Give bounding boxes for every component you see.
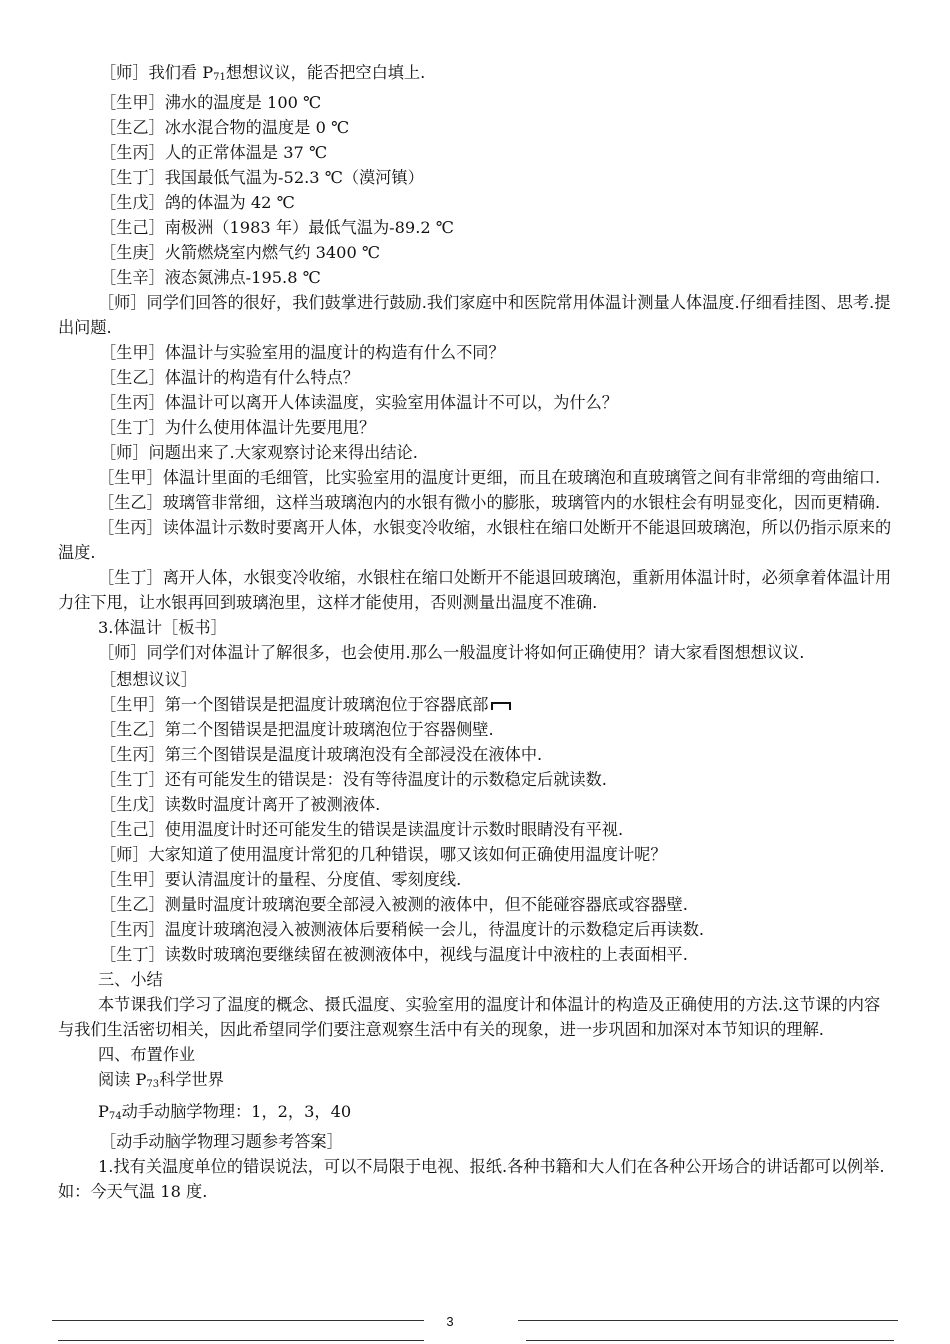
paragraph: ［生丙］人的正常体温是 37 ℃ — [100, 143, 328, 162]
paragraph: ［生乙］玻璃管非常细，这样当玻璃泡内的水银有微小的膨胀，玻璃管内的水银柱会有明显变化，因而更精确. — [98, 493, 881, 512]
footer-line-right-top — [518, 1320, 898, 1321]
paragraph: ［生丁］读数时玻璃泡要继续留在被测液体中，视线与温度计中液柱的上表面相平. — [100, 945, 688, 964]
paragraph: 1.找有关温度单位的错误说法，可以不局限于电视、报纸.各种书籍和大人们在各种公开场合的讲话都可以例举.如：今天气温 18 度. — [58, 1157, 885, 1201]
paragraph: ［生丙］体温计可以离开人体读温度，实验室用体温计不可以，为什么？ — [100, 393, 618, 412]
text: ［生甲］第一个图错误是把温度计玻璃泡位于容器底部 — [100, 695, 489, 714]
paragraph: ［生戊］鸽的体温为 42 ℃ — [100, 193, 295, 212]
cursor-mark-icon — [491, 702, 511, 710]
paragraph: ［生丙］第三个图错误是温度计玻璃泡没有全部浸没在液体中. — [100, 745, 543, 764]
text: ［师］我们看 P — [100, 63, 214, 82]
subscript: 73 — [146, 1079, 160, 1090]
page-number: 3 — [446, 1314, 454, 1329]
paragraph: ［生乙］冰水混合物的温度是 0 ℃ — [100, 118, 350, 137]
paragraph: ［生辛］液态氮沸点-195.8 ℃ — [100, 268, 321, 287]
paragraph: ［生庚］火箭燃烧室内燃气约 3400 ℃ — [100, 243, 381, 262]
subscript: 74 — [108, 1111, 122, 1122]
paragraph: ［生乙］测量时温度计玻璃泡要全部浸入被测的液体中，但不能碰容器底或容器壁. — [100, 895, 688, 914]
paragraph: ［生乙］第二个图错误是把温度计玻璃泡位于容器侧壁. — [100, 720, 494, 739]
paragraph — [58, 60, 894, 90]
paragraph: ［生乙］体温计的构造有什么特点？ — [100, 368, 359, 387]
paragraph — [58, 1099, 894, 1129]
section-heading: 四、布置作业 — [98, 1045, 196, 1064]
paragraph — [58, 1067, 894, 1097]
text: 科学世界 — [159, 1070, 224, 1089]
text: P — [98, 1102, 109, 1121]
paragraph: ［师］同学们回答的很好，我们鼓掌进行鼓励.我们家庭中和医院常用体温计测量人体温度.仔细看挂图、思考.提出问题. — [58, 293, 891, 337]
section-heading: 3.体温计［板书］ — [98, 618, 227, 637]
text: 动手动脑学物理：1，2，3，40 — [121, 1102, 352, 1121]
paragraph: ［师］问题出来了.大家观察讨论来得出结论. — [100, 443, 418, 462]
paragraph: ［动手动脑学物理习题参考答案］ — [100, 1132, 343, 1151]
footer-line-right-bottom — [526, 1340, 894, 1341]
paragraph: ［生丙］温度计玻璃泡浸入被测液体后要稍候一会儿，待温度计的示数稳定后再读数. — [100, 920, 705, 939]
paragraph: 本节课我们学习了温度的概念、摄氏温度、实验室用的温度计和体温计的构造及正确使用的方法.这节课的内容与我们生活密切相关，因此希望同学们要注意观察生活中有关的现象，进一步巩固和加深对本节知识的理解. — [58, 995, 881, 1039]
section-heading: 三、小结 — [98, 970, 163, 989]
paragraph: ［生甲］体温计里面的毛细管，比实验室用的温度计更细，而且在玻璃泡和直玻璃管之间有非常细的弯曲缩口. — [98, 468, 881, 487]
paragraph — [58, 692, 894, 717]
footer-line-left-bottom — [58, 1340, 424, 1341]
page-footer — [0, 1310, 950, 1344]
paragraph: ［师］大家知道了使用温度计常犯的几种错误，哪又该如何正确使用温度计呢？ — [100, 845, 667, 864]
text: 阅读 P — [98, 1070, 147, 1089]
paragraph: ［想想议议］ — [100, 670, 198, 689]
document-body — [58, 60, 894, 1204]
paragraph: ［生己］使用温度计时还可能发生的错误是读温度计示数时眼睛没有平视. — [100, 820, 624, 839]
subscript: 71 — [213, 72, 226, 83]
paragraph: ［生丙］读体温计示数时要离开人体，水银变冷收缩，水银柱在缩口处断开不能退回玻璃泡，所以仍指示原来的温度. — [58, 518, 892, 562]
paragraph: ［生丁］还有可能发生的错误是：没有等待温度计的示数稳定后就读数. — [100, 770, 607, 789]
paragraph: ［生丁］我国最低气温为-52.3 ℃（漠河镇） — [100, 168, 424, 187]
paragraph: ［生甲］沸水的温度是 100 ℃ — [100, 93, 322, 112]
paragraph: ［生丁］为什么使用体温计先要甩甩？ — [100, 418, 376, 437]
text: 想想议议，能否把空白填上. — [225, 63, 426, 82]
paragraph: ［生甲］体温计与实验室用的温度计的构造有什么不同？ — [100, 343, 505, 362]
paragraph: ［生甲］要认清温度计的量程、分度值、零刻度线. — [100, 870, 462, 889]
paragraph: ［生戊］读数时温度计离开了被测液体. — [100, 795, 381, 814]
paragraph: ［生丁］离开人体，水银变冷收缩，水银柱在缩口处断开不能退回玻璃泡，重新用体温计时，必须拿着体温计用力往下甩，让水银再回到玻璃泡里，这样才能使用，否则测量出温度不准确. — [58, 568, 892, 612]
paragraph: ［生己］南极洲（1983 年）最低气温为-89.2 ℃ — [100, 218, 454, 237]
footer-line-left-top — [52, 1320, 424, 1321]
paragraph: ［师］同学们对体温计了解很多，也会使用.那么一般温度计将如何正确使用？请大家看图想想议议. — [98, 643, 805, 662]
